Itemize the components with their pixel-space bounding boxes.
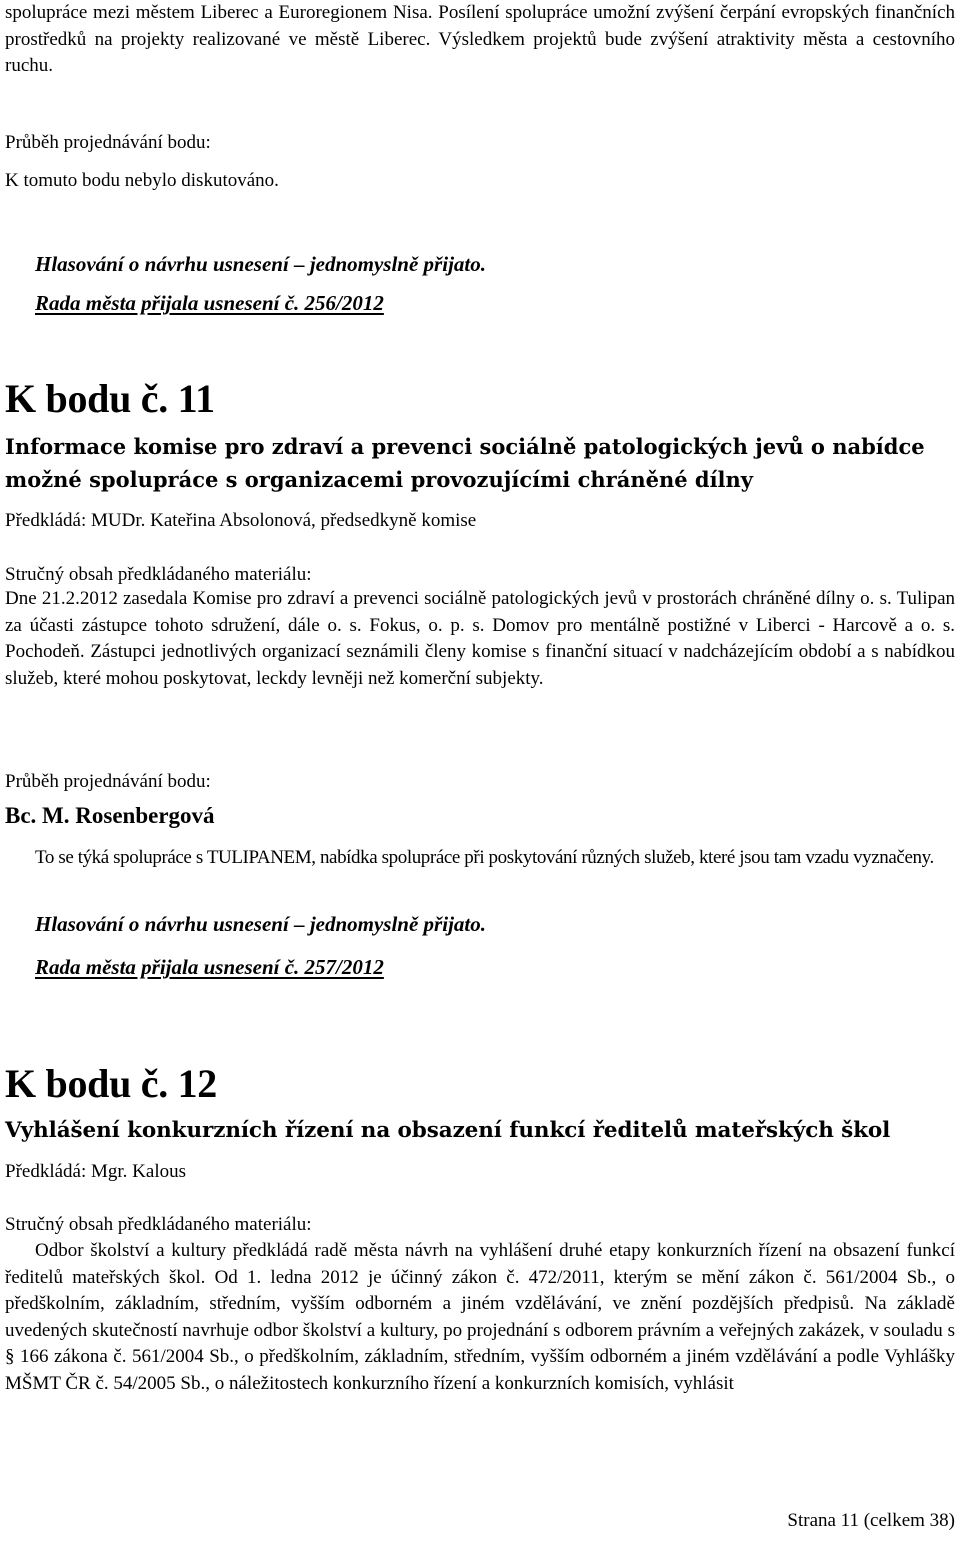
item-title: Vyhlášení konkurzních řízení na obsazení funkcí ředitelů mateřských škol (5, 1118, 891, 1143)
presenter: Předkládá: Mgr. Kalous (5, 1161, 187, 1182)
summary-label: Stručný obsah předkládaného materiálu: (5, 1214, 312, 1235)
vote-result: Hlasování o návrhu usnesení – jednomyslně přijato. (35, 252, 486, 276)
vote-result: Hlasování o návrhu usnesení – jednomyslně přijato. (35, 912, 486, 936)
summary-label: Stručný obsah předkládaného materiálu: (5, 564, 312, 585)
discussion-label: Průběh projednávání bodu: (5, 771, 211, 792)
item-title: Informace komise pro zdraví a prevenci sociálně patologických jevů o nabídce možné spolupráce s organizacemi provozujícími chráněné dílny (5, 434, 925, 492)
item-heading: K bodu č. 11 (5, 376, 215, 421)
summary-text: Dne 21.2.2012 zasedala Komise pro zdraví a prevenci sociálně patologických jevů v prostorách chráněné dílny o. s. Tulipan za účasti zástupce tohoto sdružení, dále o. s. Fokus, o. p. s. Domov pro mentálně postižné v Liberci - Harcově a o. s. Pochodeň. Zástupci jednotlivých organizací seznámili členy komise s finanční situací v nadcházejícím období a s nabídkou služeb, které mohou poskytovat, leckdy levněji než komerční subjekty. (5, 588, 955, 689)
summary-text: Odbor školství a kultury předkládá radě města návrh na vyhlášení druhé etapy konkurzních řízení na obsazení funkcí ředitelů mateřských škol. Od 1. ledna 2012 je účinný zákon č. 472/2011, kterým se mění zákon č. 561/2004 Sb., o předškolním, základním, středním, vyšším odborném a jiném vzdělávání, ve znění pozdějších předpisů. Na základě uvedených skutečností navrhuje odbor školství a kultury, po projednání s odborem právním a veřejných zakázek, v souladu s § 166 zákona č. 561/2004 Sb., o předškolním, základním, středním, vyšším odborném a jiném vzdělávání a podle Vyhlášky MŠMT ČR č. 54/2005 Sb., o náležitostech konkurzního řízení a konkurzních komisích, vyhlásit (5, 1240, 955, 1394)
resolution-number: Rada města přijala usnesení č. 256/2012 (35, 291, 384, 315)
discussion-text: K tomuto bodu nebylo diskutováno. (5, 170, 279, 191)
item-heading: K bodu č. 12 (5, 1061, 218, 1106)
speaker-statement: To se týká spolupráce s TULIPANEM, nabídka spolupráce při poskytování různých služeb, které jsou tam vzadu vyznačeny. (35, 847, 934, 868)
continuation-paragraph: spolupráce mezi městem Liberec a Euroregionem Nisa. Posílení spolupráce umožní zvýšení čerpání evropských finančních prostředků na projekty realizované ve městě Liberec. Výsledkem projektů bude zvýšení atraktivity města a cestovního ruchu. (5, 2, 955, 76)
presenter: Předkládá: MUDr. Kateřina Absolonová, předsedkyně komise (5, 510, 477, 531)
resolution-number: Rada města přijala usnesení č. 257/2012 (35, 955, 384, 979)
discussion-label: Průběh projednávání bodu: (5, 132, 211, 153)
speaker-name: Bc. M. Rosenbergová (5, 803, 215, 828)
page-number: Strana 11 (celkem 38) (787, 1510, 955, 1531)
